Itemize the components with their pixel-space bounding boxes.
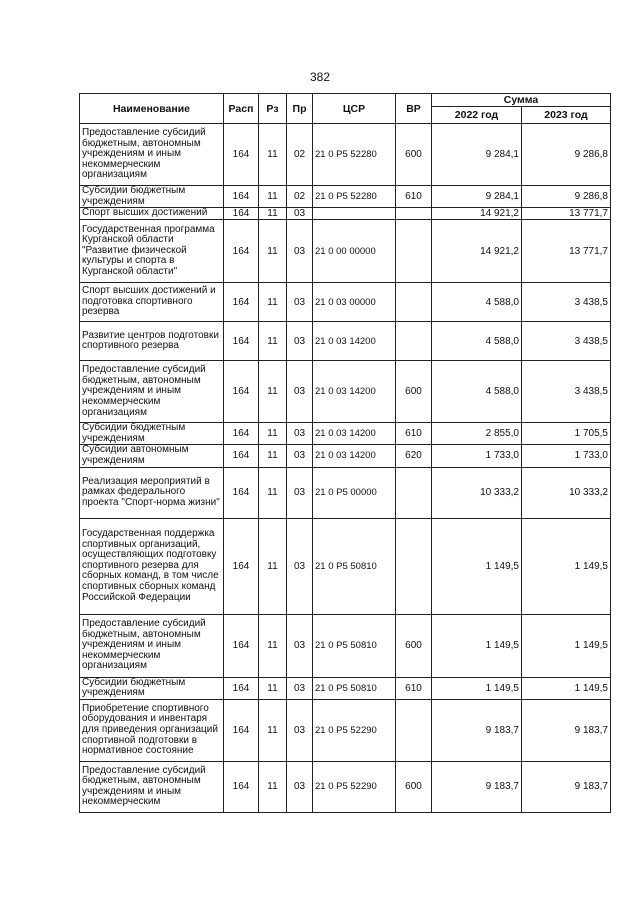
cell-rz: 11 xyxy=(259,361,287,423)
cell-y2023: 9 286,8 xyxy=(522,186,611,208)
cell-y2022: 4 588,0 xyxy=(432,283,522,322)
cell-y2022: 2 855,0 xyxy=(432,423,522,445)
cell-rz: 11 xyxy=(259,518,287,614)
header-rasp: Расп xyxy=(224,94,259,124)
table-body xyxy=(80,124,611,813)
header-vr: ВР xyxy=(396,94,432,124)
header-sum: Сумма xyxy=(432,94,611,107)
cell-rz: 11 xyxy=(259,445,287,467)
cell-name: Субсидии бюджетным учреждениям xyxy=(80,677,224,699)
cell-y2022: 1 149,5 xyxy=(432,614,522,677)
cell-rasp: 164 xyxy=(224,614,259,677)
header-2023: 2023 год xyxy=(522,107,611,124)
cell-csr: 21 0 03 00000 xyxy=(313,283,396,322)
cell-name: Предоставление субсидий бюджетным, автономным учреждениям и иным некоммерческим организациям xyxy=(80,124,224,186)
cell-rasp: 164 xyxy=(224,445,259,467)
cell-y2022: 9 284,1 xyxy=(432,186,522,208)
page-number: 382 xyxy=(309,70,331,84)
cell-rasp: 164 xyxy=(224,761,259,812)
cell-pr: 03 xyxy=(287,361,313,423)
cell-y2023: 9 286,8 xyxy=(522,124,611,186)
cell-y2022: 4 588,0 xyxy=(432,361,522,423)
cell-rasp: 164 xyxy=(224,322,259,361)
cell-csr: 21 0 P5 52280 xyxy=(313,124,396,186)
cell-pr: 03 xyxy=(287,283,313,322)
table-row xyxy=(80,322,611,361)
cell-rz: 11 xyxy=(259,761,287,812)
cell-y2023: 1 733,0 xyxy=(522,445,611,467)
cell-name: Государственная программа Курганской области "Развитие физической культуры и спорта в Курганской области" xyxy=(80,220,224,283)
cell-y2023: 3 438,5 xyxy=(522,361,611,423)
cell-pr: 03 xyxy=(287,423,313,445)
cell-name: Реализация мероприятий в рамках федерального проекта "Спорт-норма жизни" xyxy=(80,467,224,518)
cell-y2022: 9 284,1 xyxy=(432,124,522,186)
cell-y2023: 3 438,5 xyxy=(522,322,611,361)
cell-y2023: 3 438,5 xyxy=(522,283,611,322)
cell-rz: 11 xyxy=(259,124,287,186)
cell-y2023: 13 771,7 xyxy=(522,220,611,283)
cell-y2023: 1 149,5 xyxy=(522,614,611,677)
cell-vr: 610 xyxy=(396,423,432,445)
cell-pr: 03 xyxy=(287,699,313,761)
cell-y2022: 9 183,7 xyxy=(432,761,522,812)
cell-y2022: 14 921,2 xyxy=(432,220,522,283)
cell-y2023: 9 183,7 xyxy=(522,761,611,812)
cell-vr xyxy=(396,467,432,518)
cell-rasp: 164 xyxy=(224,208,259,220)
cell-rasp: 164 xyxy=(224,220,259,283)
header-2022: 2022 год xyxy=(432,107,522,124)
budget-table xyxy=(79,93,611,813)
cell-rasp: 164 xyxy=(224,518,259,614)
cell-pr: 03 xyxy=(287,614,313,677)
header-rz: Рз xyxy=(259,94,287,124)
cell-vr xyxy=(396,283,432,322)
cell-pr: 03 xyxy=(287,445,313,467)
cell-name: Государственная поддержка спортивных организаций, осуществляющих подготовку спортивного резерва для сборных команд, в том числе спортивных сборных команд Российской Федерации xyxy=(80,518,224,614)
cell-pr: 03 xyxy=(287,220,313,283)
cell-rasp: 164 xyxy=(224,283,259,322)
cell-name: Спорт высших достижений и подготовка спортивного резерва xyxy=(80,283,224,322)
header-name: Наименование xyxy=(80,94,224,124)
table-row xyxy=(80,467,611,518)
table-row xyxy=(80,518,611,614)
table-row xyxy=(80,208,611,220)
cell-vr xyxy=(396,220,432,283)
cell-csr: 21 0 P5 52290 xyxy=(313,761,396,812)
cell-pr: 03 xyxy=(287,208,313,220)
cell-rz: 11 xyxy=(259,220,287,283)
cell-vr: 600 xyxy=(396,614,432,677)
cell-rasp: 164 xyxy=(224,361,259,423)
cell-vr xyxy=(396,322,432,361)
table-row xyxy=(80,283,611,322)
cell-csr: 21 0 03 14200 xyxy=(313,322,396,361)
cell-vr: 600 xyxy=(396,761,432,812)
cell-vr xyxy=(396,518,432,614)
cell-name: Субсидии автономным учреждениям xyxy=(80,445,224,467)
cell-name: Предоставление субсидий бюджетным, автономным учреждениям и иным некоммерческим xyxy=(80,761,224,812)
cell-y2022: 1 149,5 xyxy=(432,677,522,699)
cell-y2023: 1 149,5 xyxy=(522,518,611,614)
cell-name: Предоставление субсидий бюджетным, автономным учреждениям и иным некоммерческим организациям xyxy=(80,614,224,677)
cell-y2023: 1 149,5 xyxy=(522,677,611,699)
cell-y2022: 4 588,0 xyxy=(432,322,522,361)
cell-csr: 21 0 00 00000 xyxy=(313,220,396,283)
cell-csr: 21 0 P5 52280 xyxy=(313,186,396,208)
cell-y2022: 1 733,0 xyxy=(432,445,522,467)
cell-vr: 610 xyxy=(396,677,432,699)
cell-name: Спорт высших достижений xyxy=(80,208,224,220)
cell-y2022: 9 183,7 xyxy=(432,699,522,761)
cell-rz: 11 xyxy=(259,322,287,361)
cell-vr: 620 xyxy=(396,445,432,467)
cell-csr: 21 0 03 14200 xyxy=(313,423,396,445)
cell-rz: 11 xyxy=(259,186,287,208)
table-row xyxy=(80,361,611,423)
cell-name: Субсидии бюджетным учреждениям xyxy=(80,186,224,208)
table-row xyxy=(80,761,611,812)
cell-rz: 11 xyxy=(259,208,287,220)
cell-vr xyxy=(396,208,432,220)
table-row xyxy=(80,124,611,186)
cell-pr: 02 xyxy=(287,124,313,186)
cell-rz: 11 xyxy=(259,283,287,322)
cell-pr: 02 xyxy=(287,186,313,208)
cell-rasp: 164 xyxy=(224,186,259,208)
header-pr: Пр xyxy=(287,94,313,124)
table-row xyxy=(80,614,611,677)
cell-y2023: 13 771,7 xyxy=(522,208,611,220)
header-csr: ЦСР xyxy=(313,94,396,124)
cell-csr: 21 0 P5 50810 xyxy=(313,518,396,614)
cell-name: Развитие центров подготовки спортивного резерва xyxy=(80,322,224,361)
cell-csr: 21 0 P5 50810 xyxy=(313,677,396,699)
table-row xyxy=(80,445,611,467)
cell-csr: 21 0 03 14200 xyxy=(313,361,396,423)
cell-rasp: 164 xyxy=(224,677,259,699)
cell-y2022: 10 333,2 xyxy=(432,467,522,518)
cell-y2023: 10 333,2 xyxy=(522,467,611,518)
cell-name: Предоставление субсидий бюджетным, автономным учреждениям и иным некоммерческим организациям xyxy=(80,361,224,423)
cell-y2022: 14 921,2 xyxy=(432,208,522,220)
cell-y2023: 9 183,7 xyxy=(522,699,611,761)
cell-csr xyxy=(313,208,396,220)
cell-pr: 03 xyxy=(287,518,313,614)
cell-y2023: 1 705,5 xyxy=(522,423,611,445)
table-row xyxy=(80,220,611,283)
cell-csr: 21 0 P5 52290 xyxy=(313,699,396,761)
cell-rz: 11 xyxy=(259,699,287,761)
cell-y2022: 1 149,5 xyxy=(432,518,522,614)
cell-rasp: 164 xyxy=(224,124,259,186)
cell-pr: 03 xyxy=(287,677,313,699)
cell-pr: 03 xyxy=(287,322,313,361)
table-row xyxy=(80,699,611,761)
cell-vr xyxy=(396,699,432,761)
table-row xyxy=(80,677,611,699)
cell-vr: 600 xyxy=(396,361,432,423)
cell-rz: 11 xyxy=(259,423,287,445)
cell-rasp: 164 xyxy=(224,423,259,445)
cell-csr: 21 0 P5 50810 xyxy=(313,614,396,677)
cell-name: Приобретение спортивного оборудования и инвентаря для приведения организаций спортивной подготовки в нормативное состояние xyxy=(80,699,224,761)
cell-csr: 21 0 03 14200 xyxy=(313,445,396,467)
cell-vr: 610 xyxy=(396,186,432,208)
cell-rz: 11 xyxy=(259,677,287,699)
cell-vr: 600 xyxy=(396,124,432,186)
cell-rz: 11 xyxy=(259,614,287,677)
table-row xyxy=(80,423,611,445)
cell-pr: 03 xyxy=(287,467,313,518)
cell-rz: 11 xyxy=(259,467,287,518)
cell-rasp: 164 xyxy=(224,467,259,518)
table-row xyxy=(80,186,611,208)
cell-name: Субсидии бюджетным учреждениям xyxy=(80,423,224,445)
cell-csr: 21 0 P5 00000 xyxy=(313,467,396,518)
cell-pr: 03 xyxy=(287,761,313,812)
cell-rasp: 164 xyxy=(224,699,259,761)
